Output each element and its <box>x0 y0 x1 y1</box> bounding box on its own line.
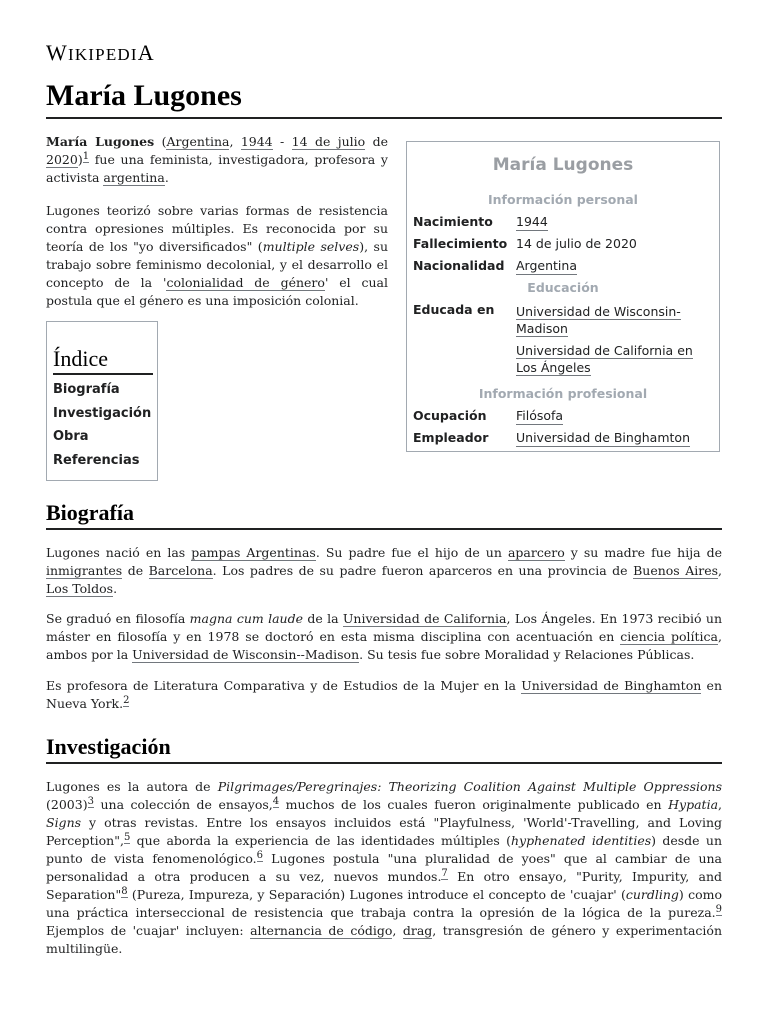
text: , <box>392 923 403 938</box>
infobox-value-educada-1 <box>516 303 701 337</box>
text: una colección de ensayos, <box>93 797 273 812</box>
link-ucla[interactable]: Universidad de California en Los Ángeles <box>516 343 693 375</box>
text: muchos de los cuales fueron originalmente publicado en <box>279 797 669 812</box>
section-divider <box>46 762 722 764</box>
text: . <box>164 170 169 185</box>
infobox-value-ocupacion[interactable]: Filósofa <box>516 408 564 423</box>
infobox-label-educada: Educada en <box>413 302 495 317</box>
intro-paragraph-2 <box>46 202 388 310</box>
wordmark-final: A <box>137 40 155 65</box>
text: , Los Ángeles. En 1973 recibió un máster en filosofía y en 1978 se doctoró en esta misma disciplina con acentuación en <box>46 611 723 644</box>
text: . Los padres de su padre fueron aparceros en una provincia de <box>212 563 634 578</box>
link-argentina[interactable]: Argentina <box>166 134 230 149</box>
text: que aborda la experiencia de las identidades múltiples ( <box>130 833 511 848</box>
wordmark-middle: IKIPEDI <box>67 45 138 64</box>
link-uc[interactable]: Universidad de California <box>342 611 507 626</box>
text: fue una feminista, investigadora, profesora y activista <box>46 152 388 185</box>
text: ' el cual postula que el género es una imposición colonial. <box>46 275 389 308</box>
ref-7[interactable]: 7 <box>441 867 448 879</box>
infobox-label-nacionalidad: Nacionalidad <box>413 258 505 273</box>
text: ) <box>77 152 83 167</box>
link-buenos-aires[interactable]: Buenos Aires <box>633 563 719 578</box>
toc-item-referencias[interactable]: Referencias <box>53 453 140 468</box>
biografia-paragraph-2 <box>46 610 722 664</box>
link-drag[interactable]: drag <box>402 923 433 938</box>
infobox-value-nacionalidad[interactable]: Argentina <box>516 258 577 273</box>
italic-text: magna cum laude <box>189 611 303 626</box>
text: Ejemplos de 'cuajar' incluyen: <box>46 923 251 938</box>
italic-text: Signs <box>46 815 82 830</box>
text: (Pureza, Impureza, y Separación) Lugones introduce el concepto de 'cuajar' ( <box>127 887 626 902</box>
toc-item-investigacion[interactable]: Investigación <box>53 406 152 421</box>
text: Se graduó en filosofía <box>46 611 190 626</box>
text: , <box>718 563 722 578</box>
ref-8[interactable]: 8 <box>121 885 128 897</box>
link-pampas[interactable]: pampas Argentinas <box>191 545 316 560</box>
ref-6[interactable]: 6 <box>256 849 263 861</box>
text: Lugones postula "una pluralidad de yoes" que al cambiar de una personalidad a otra producen a su vez, nuevos mundos. <box>46 851 722 884</box>
text: ) desde un punto de vista fenomenológico. <box>46 833 723 866</box>
infobox-section-profesional: Información profesional <box>478 386 648 401</box>
investigacion-paragraph-1 <box>46 778 722 958</box>
text: Lugones teorizó sobre varias formas de resistencia contra opresiones múltiples. Es reconocida por su teoría de los "yo diversificados" ( <box>46 203 388 254</box>
infobox-label-fallecimiento: Fallecimiento <box>413 236 508 251</box>
ref-2[interactable]: 2 <box>123 694 130 706</box>
infobox-label-empleador: Empleador <box>413 430 489 445</box>
infobox-section-personal: Información personal <box>488 192 638 207</box>
text: en Nueva York. <box>46 678 723 711</box>
toc-item-obra[interactable]: Obra <box>53 429 89 444</box>
text: y su madre fue hija de <box>564 545 722 560</box>
infobox-value-empleador[interactable]: Universidad de Binghamton <box>516 430 690 445</box>
wikipedia-wordmark[interactable] <box>46 40 155 66</box>
link-binghamton[interactable]: Universidad de Binghamton <box>521 678 702 693</box>
text: de <box>122 563 149 578</box>
text: Lugones es la autora de <box>46 779 218 794</box>
toc-item-biografia[interactable]: Biografía <box>53 382 120 397</box>
link-los-toldos[interactable]: Los Toldos <box>46 581 114 596</box>
link-uw-madison[interactable]: Universidad de Wisconsin-Madison <box>516 304 681 336</box>
text: ) como una práctica interseccional de resistencia que trabaja contra la opresión de la lógica de la pureza. <box>46 887 722 920</box>
wordmark-initial: W <box>46 40 68 65</box>
section-heading-biografia: Biografía <box>46 500 134 525</box>
biografia-paragraph-3 <box>46 677 722 713</box>
infobox-label-nacimiento: Nacimiento <box>413 214 493 229</box>
link-ciencia-politica[interactable]: ciencia política <box>620 629 719 644</box>
text: . <box>113 581 118 596</box>
ref-5[interactable]: 5 <box>123 831 131 843</box>
biografia-paragraph-1 <box>46 544 722 598</box>
text: , ambos por la <box>46 629 722 662</box>
subject-name: María Lugones <box>46 134 155 149</box>
toc-title: Índice <box>53 346 108 371</box>
text: ( <box>154 134 167 149</box>
text: En otro ensayo, "Purity, Impurity, and Separation" <box>46 869 723 902</box>
text: Es profesora de Literatura Comparativa y de Estudios de la Mujer en la <box>46 678 522 693</box>
italic-text: Hypatia <box>668 797 719 812</box>
italic-text: hyphenated identities <box>511 833 652 848</box>
title-divider <box>46 117 722 119</box>
ref-4[interactable]: 4 <box>272 795 280 807</box>
text: Lugones nació en las <box>46 545 192 560</box>
section-heading-investigacion: Investigación <box>46 734 171 759</box>
infobox-title: María Lugones <box>492 155 634 175</box>
text: , <box>718 797 722 812</box>
link-barcelona[interactable]: Barcelona <box>148 563 213 578</box>
text: y otras revistas. Entre los ensayos incluidos está "Playfulness, 'World'-Travelling, and Loving Perception", <box>46 815 722 848</box>
toc-divider <box>53 373 153 375</box>
text: (2003) <box>46 797 88 812</box>
infobox-section-educacion: Educación <box>527 280 599 295</box>
italic-text: curdling <box>625 887 679 902</box>
infobox-value-nacimiento[interactable]: 1944 <box>516 214 548 229</box>
ref-3[interactable]: 3 <box>87 795 94 807</box>
link-colonialidad[interactable]: colonialidad de género <box>166 275 325 290</box>
infobox-value-educada-2 <box>516 342 701 376</box>
text: de <box>365 134 388 149</box>
text: . Su tesis fue sobre Moralidad y Relaciones Públicas. <box>359 647 695 662</box>
italic-text: Pilgrimages/Peregrinajes: Theorizing Coalition Against Multiple Oppressions <box>217 779 722 794</box>
italic-text: multiple selves <box>262 239 360 254</box>
text: . Su padre fue el hijo de un <box>315 545 508 560</box>
link-argentina-2[interactable]: argentina <box>103 170 165 185</box>
text: de la <box>302 611 343 626</box>
link-14-julio[interactable]: 14 de julio <box>291 134 366 149</box>
infobox-value-fallecimiento: 14 de julio de 2020 <box>516 236 637 251</box>
text: - <box>272 134 292 149</box>
link-1944[interactable]: 1944 <box>240 134 273 149</box>
link-alternancia-codigo[interactable]: alternancia de código <box>250 923 393 938</box>
infobox <box>406 141 720 452</box>
link-uw-madison-2[interactable]: Universidad de Wisconsin--Madison <box>132 647 360 662</box>
page-title: María Lugones <box>46 79 242 112</box>
text: , <box>229 134 241 149</box>
link-inmigrantes[interactable]: inmigrantes <box>46 563 123 578</box>
intro-paragraph <box>46 133 388 187</box>
link-2020[interactable]: 2020 <box>46 152 78 167</box>
table-of-contents <box>46 321 158 481</box>
text: ), su trabajo sobre feminismo decolonial, y el desarrollo el concepto de la ' <box>46 239 388 290</box>
section-divider <box>46 528 722 530</box>
infobox-label-ocupacion: Ocupación <box>413 408 487 423</box>
text: , transgresión de género y experimentación multilingüe. <box>46 923 723 956</box>
ref-9[interactable]: 9 <box>715 903 722 915</box>
link-aparcero[interactable]: aparcero <box>507 545 565 560</box>
ref-1[interactable]: 1 <box>82 150 90 162</box>
